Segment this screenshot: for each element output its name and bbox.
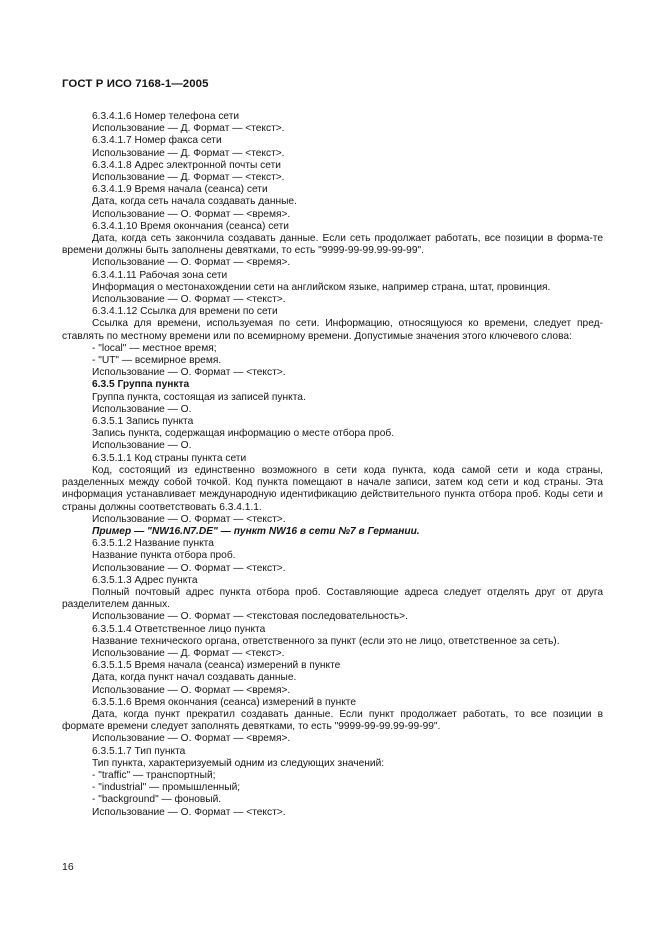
usage-line: Использование — О. Формат — <время>. xyxy=(92,733,291,745)
section-heading-bold: 6.3.5 Группа пункта xyxy=(92,379,190,391)
section-heading: 6.3.4.1.12 Ссылка для времени по сети xyxy=(92,306,278,318)
list-item: - "local" — местное время; xyxy=(92,342,217,354)
usage-line: Использование — О. Формат — <время>. xyxy=(92,684,291,696)
usage-line: Использование — О. Формат — <время>. xyxy=(92,208,291,220)
usage-line: Использование — О. Формат — <текст>. xyxy=(92,562,286,574)
usage-line: Использование — О. xyxy=(92,403,192,415)
example-line: Пример — "NW16.N7.DE" — пункт NW16 в сети №7 в Германии. xyxy=(92,525,420,537)
body-paragraph: Название технического органа, ответственного за пункт (если это не лицо, ответственное за сеть). xyxy=(92,635,560,647)
body-paragraph: Группа пункта, состоящая из записей пункта. xyxy=(92,391,306,403)
section-heading: 6.3.5.1.6 Время окончания (сеанса) измерений в пункте xyxy=(92,696,357,708)
document-body xyxy=(62,111,603,819)
body-paragraph: Дата, когда пункт прекратил создавать данные. Если пункт продолжает работать, то все позиции в формате времени следует заполнять девятками, то есть "9999-99-99.99-99-99". xyxy=(62,708,603,733)
usage-line: Использование — О. Формат — <текст>. xyxy=(92,513,286,525)
section-heading: 6.3.5.1.5 Время начала (сеанса) измерений в пункте xyxy=(92,660,341,672)
body-paragraph: Ссылка для времени, используемая по сети. Информацию, относящуюся ко времени, следует пред-ставлять по местному времени или по всемирному времени. Допустимые значения этого ключевого слова: xyxy=(62,318,603,342)
body-paragraph: Дата, когда сеть закончила создавать данные. Если сеть продолжает работать, все позиции в форма-те времени должны быть заполнены девятками, то есть "9999-99-99.99-99-99". xyxy=(62,233,603,257)
list-item: - "industrial" — промышленный; xyxy=(92,782,241,794)
page-number: 16 xyxy=(62,861,74,873)
usage-line: Использование — Д. Формат — <текст>. xyxy=(92,123,285,135)
body-paragraph: Информация о местонахождении сети на английском языке, например страна, штат, провинция. xyxy=(92,281,551,293)
usage-line: Использование — Д. Формат — <текст>. xyxy=(92,647,285,659)
body-paragraph: Дата, когда сеть начала создавать данные. xyxy=(92,196,297,208)
usage-line: Использование — О. Формат — <текст>. xyxy=(92,367,286,379)
body-paragraph: Полный почтовый адрес пункта отбора проб. Составляющие адреса следует отделять друг от друга разделителем данных. xyxy=(62,586,603,611)
usage-line: Использование — О. Формат — <текстовая последовательность>. xyxy=(92,611,408,623)
usage-line: Использование — Д. Формат — <текст>. xyxy=(92,172,285,184)
usage-line: Использование — О. Формат — <время>. xyxy=(92,257,291,269)
body-paragraph: Дата, когда пункт начал создавать данные. xyxy=(92,672,297,684)
usage-line: Использование — Д. Формат — <текст>. xyxy=(92,147,285,159)
section-heading: 6.3.4.1.9 Время начала (сеанса) сети xyxy=(92,184,268,196)
body-paragraph: Код, состоящий из единственно возможного в сети кода пункта, кода самой сети и кода страны, разделенных между собой точкой. Код пункта помещают в начале записи, затем код сети и код страны. Эта информация устанавливает международную идентификацию действительного пункта отбора проб. Коды сети и страны должны соответствовать 6.3.4.1.1. xyxy=(62,464,603,513)
body-paragraph: Запись пункта, содержащая информацию о месте отбора проб. xyxy=(92,428,395,440)
document-header: ГОСТ Р ИСО 7168-1—2005 xyxy=(62,78,209,90)
usage-line: Использование — О. Формат — <текст>. xyxy=(92,806,286,818)
section-heading: 6.3.5.1.3 Адрес пункта xyxy=(92,574,198,586)
section-heading: 6.3.5.1.2 Название пункта xyxy=(92,538,214,550)
list-item: - "background" — фоновый. xyxy=(92,794,222,806)
body-paragraph: Тип пункта, характеризуемый одним из следующих значений: xyxy=(92,757,385,769)
list-item: - "UT" — всемирное время. xyxy=(92,355,222,367)
section-heading: 6.3.4.1.6 Номер телефона сети xyxy=(92,111,240,122)
body-paragraph: Название пункта отбора проб. xyxy=(92,550,236,562)
section-heading: 6.3.5.1.1 Код страны пункта сети xyxy=(92,452,247,464)
section-heading: 6.3.5.1.4 Ответственное лицо пункта xyxy=(92,623,266,635)
usage-line: Использование — О. xyxy=(92,440,192,452)
usage-line: Использование — О. Формат — <текст>. xyxy=(92,294,286,306)
section-heading: 6.3.4.1.11 Рабочая зона сети xyxy=(92,269,228,281)
section-heading: 6.3.4.1.7 Номер факса сети xyxy=(92,135,222,147)
section-heading: 6.3.5.1.7 Тип пункта xyxy=(92,745,186,757)
section-heading: 6.3.5.1 Запись пункта xyxy=(92,416,194,428)
section-heading: 6.3.4.1.10 Время окончания (сеанса) сети xyxy=(92,220,289,232)
list-item: - "traffic" — транспортный; xyxy=(92,769,216,781)
section-heading: 6.3.4.1.8 Адрес электронной почты сети xyxy=(92,159,281,171)
